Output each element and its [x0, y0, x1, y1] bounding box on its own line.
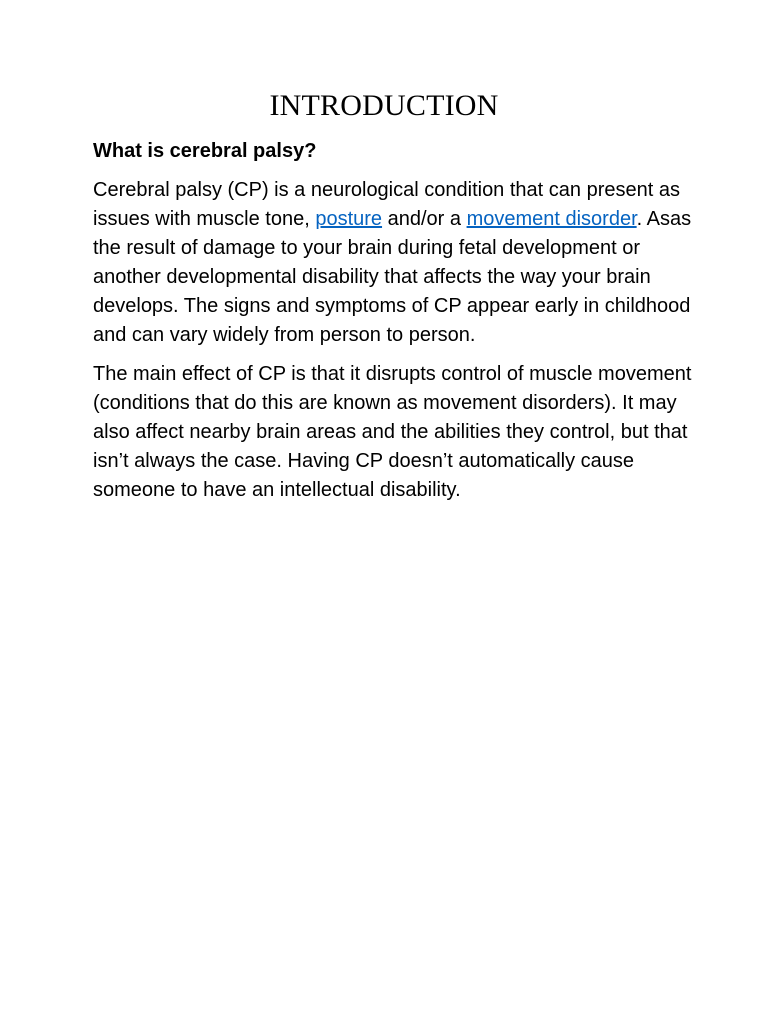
paragraph-intro-text-a: Cerebral palsy (CP) is a neurological condition that can present as issues with muscle tone,	[93, 179, 680, 230]
movement-disorder-link[interactable]: movement disorder	[466, 208, 637, 230]
section-heading: What is cerebral palsy?	[93, 140, 317, 162]
paragraph-intro-text-c: . Asas the result of damage to your brain during fetal development or another developmental disability that affects the way your brain develops. The signs and symptoms of CP appear early in childhood and can vary widely from person to person.	[93, 208, 692, 346]
paragraph-intro	[93, 176, 693, 350]
page-title: INTRODUCTION	[269, 89, 499, 122]
paragraph-intro-text-b: and/or a	[382, 208, 467, 230]
posture-link[interactable]: posture	[315, 208, 383, 230]
document-body	[93, 137, 693, 515]
paragraph-main-effect: The main effect of CP is that it disrupts control of muscle movement (conditions that do this are known as movement disorders). It may also affect nearby brain areas and the abilities they control, but that isn’t always the case. Having CP doesn’t automatically cause someone to have an intellectual disability.	[93, 363, 692, 501]
